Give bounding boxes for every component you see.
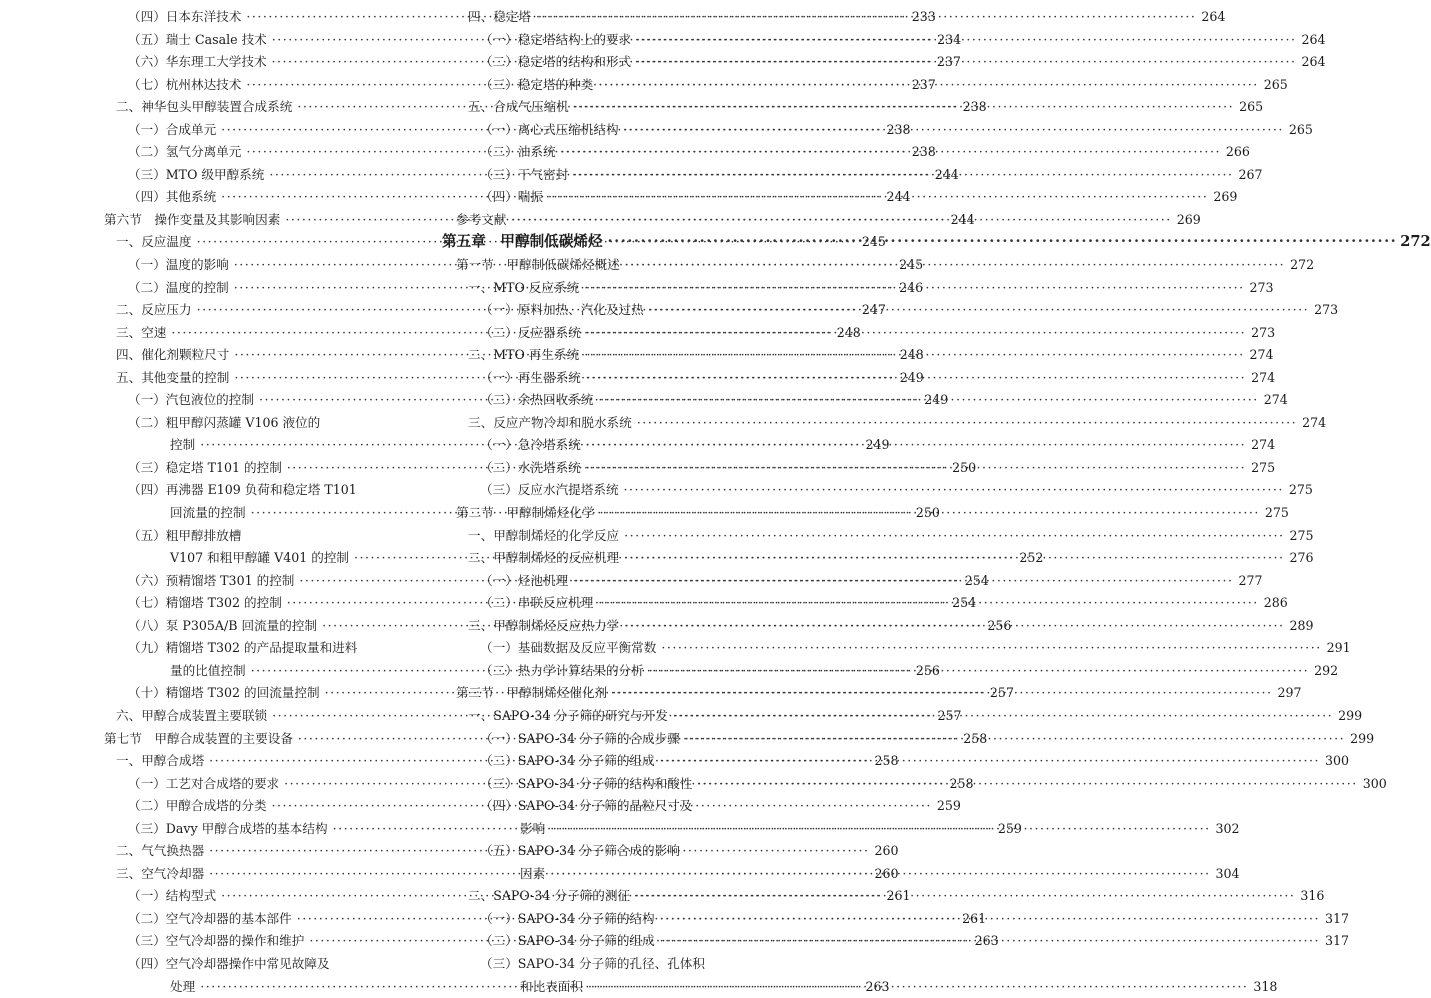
toc-entry-title: （四）其他系统 — [128, 189, 217, 205]
toc-leader-dots — [536, 6, 1196, 29]
toc-entry-title: （二）SAPO-34 分子筛的组成 — [480, 753, 655, 769]
toc-page-number: 259 — [997, 820, 1022, 836]
toc-leader-dots — [624, 615, 1284, 638]
toc-entry — [0, 479, 412, 502]
toc-page-number: 258 — [949, 775, 974, 791]
toc-entry-title: （一）温度的影响 — [128, 257, 229, 273]
toc-entry-title: （二）粗甲醇闪蒸罐 V106 液位的 — [128, 414, 321, 430]
toc-entry-title: （四）SAPO-34 分子筛的晶粒尺寸及 — [480, 798, 693, 814]
toc-page-number: 317 — [1324, 910, 1349, 926]
toc-leader-dots — [660, 908, 1320, 931]
toc-page-number: 274 — [1302, 414, 1327, 430]
toc-leader-dots — [685, 728, 1345, 751]
toc-page-number: 302 — [1215, 820, 1240, 836]
toc-page-number: 245 — [899, 257, 924, 273]
toc-page-number: 269 — [1176, 211, 1201, 227]
toc-leader-dots — [624, 547, 1284, 570]
toc-entry-title: （二）油系统 — [480, 144, 556, 160]
toc-entry-title: （一）结构型式 — [128, 888, 217, 904]
toc-page-number: 286 — [1263, 595, 1288, 611]
toc-page-number: 249 — [865, 437, 890, 453]
toc-leader-dots — [584, 277, 1244, 300]
toc-entry-title: 二、甲醇制烯烃的反应机理 — [468, 550, 620, 566]
toc-leader-dots — [598, 592, 1258, 615]
toc-entry — [432, 795, 824, 818]
toc-page-number: 258 — [874, 753, 899, 769]
toc-leader-dots — [636, 29, 1296, 52]
toc-page-number: 261 — [886, 888, 911, 904]
toc-entry-title: （十）精馏塔 T302 的回流量控制 — [128, 685, 320, 701]
toc-entry-title: 第五章 甲醇制低碳烯烃 — [442, 233, 603, 251]
toc-entry — [432, 637, 1351, 660]
toc-entry — [432, 479, 1313, 502]
toc-entry-title: （二）甲醇合成塔的分类 — [128, 798, 267, 814]
toc-page-number: 256 — [915, 662, 940, 678]
toc-entry-title: 处理 — [170, 978, 196, 994]
toc-entry-title: （一）工艺对合成塔的要求 — [128, 775, 280, 791]
toc-page-number: 252 — [1019, 550, 1044, 566]
toc-entry-title: 一、甲醇制烯烃的化学反应 — [468, 527, 620, 543]
toc-leader-dots — [573, 164, 1233, 187]
toc-page-number: 275 — [1264, 505, 1289, 521]
toc-entry-title: 第二节 甲醇制烯烃化学 — [456, 505, 595, 521]
toc-entry-title: （三）MTO 级甲醇系统 — [128, 166, 265, 182]
toc-entry-title: （一）基础数据及反应平衡常数 — [480, 640, 657, 656]
toc-leader-dots — [548, 186, 1208, 209]
toc-entry-title: （二）SAPO-34 分子筛的组成 — [480, 933, 655, 949]
toc-page-number: 292 — [1314, 662, 1339, 678]
toc-entry-title: 三、空速 — [116, 324, 167, 340]
toc-leader-dots — [612, 682, 1272, 705]
toc-entry — [432, 953, 824, 976]
toc-entry-title: （一）离心式压缩机结构 — [480, 121, 619, 137]
toc-page-number: 237 — [936, 54, 961, 70]
toc-page-number: 238 — [886, 121, 911, 137]
toc-leader-dots — [586, 457, 1246, 480]
toc-entry-title: （二）空气冷却器的基本部件 — [128, 910, 292, 926]
toc-entry-title: 三、反应产物冷却和脱水系统 — [468, 414, 632, 430]
toc-entry-title: （二）反应器系统 — [480, 324, 581, 340]
toc-entry-title: 六、甲醇合成装置主要联锁 — [116, 707, 268, 723]
toc-page-number: 275 — [1288, 482, 1313, 498]
toc-leader-dots — [550, 818, 1210, 841]
toc-entry-title: 一、反应温度 — [116, 234, 192, 250]
toc-entry-title: 四、催化剂颗粒尺寸 — [116, 347, 230, 363]
toc-entry-title: 一、甲醇合成塔 — [116, 753, 205, 769]
toc-page-number: 274 — [1249, 347, 1274, 363]
toc-entry-title: （一）急冷塔系统 — [480, 437, 581, 453]
toc-page-number: 249 — [924, 392, 949, 408]
toc-page-number: 245 — [861, 234, 886, 250]
toc-page-number: 274 — [1251, 369, 1276, 385]
toc-leader-dots — [561, 141, 1221, 164]
toc-page-number: 318 — [1253, 978, 1278, 994]
toc-entry-title: 第七节 甲醇合成装置的主要设备 — [104, 730, 293, 746]
toc-page-number: 244 — [886, 189, 911, 205]
toc-page-number: 274 — [1263, 392, 1288, 408]
toc-entry-title: （二）温度的控制 — [128, 279, 229, 295]
toc-page-number: 256 — [987, 617, 1012, 633]
toc-entry-title: （七）杭州林达技术 — [128, 76, 242, 92]
toc-page-number: 289 — [1289, 617, 1314, 633]
toc-entry — [0, 412, 412, 435]
toc-leader-dots — [574, 96, 1234, 119]
toc-entry-title: 二、反应压力 — [116, 302, 192, 318]
toc-leader-dots — [624, 525, 1284, 548]
toc-entry-title: （三）稳定塔 T101 的控制 — [128, 459, 282, 475]
toc-page-number: 297 — [1277, 685, 1302, 701]
toc-leader-dots — [588, 976, 1248, 998]
toc-entry-title: 二、神华包头甲醇装置合成系统 — [116, 99, 293, 115]
toc-page-number: 233 — [911, 9, 936, 24]
toc-entry-title: 影响 — [520, 820, 546, 836]
toc-entry-title: （五）瑞士 Casale 技术 — [128, 31, 267, 47]
toc-entry-title: （一）原料加热、汽化及过热 — [480, 302, 644, 318]
toc-page-number: 246 — [899, 279, 924, 295]
toc-entry-title: （二）热力学计算结果的分析 — [480, 662, 644, 678]
toc-page-number: 259 — [936, 798, 961, 814]
toc-page-number: 238 — [962, 99, 987, 115]
toc-page-number: 250 — [952, 459, 977, 475]
toc-page-number: 316 — [1300, 888, 1325, 904]
toc-page-number: 265 — [1263, 76, 1288, 92]
toc-entry-title: （二）水洗塔系统 — [480, 459, 581, 475]
toc-page-number: 250 — [915, 505, 940, 521]
toc-page-number: 317 — [1324, 933, 1349, 949]
toc-leader-dots — [600, 502, 1260, 525]
toc-entry-title: 控制 — [170, 437, 196, 453]
toc-entry-title: （三）反应水汽提塔系统 — [480, 482, 619, 498]
toc-entry-title: 回流量的控制 — [170, 505, 246, 521]
toc-page-number: 244 — [950, 211, 975, 227]
toc-leader-dots — [649, 299, 1309, 322]
toc-page-number: 276 — [1289, 550, 1314, 566]
toc-leader-dots — [573, 570, 1233, 593]
toc-entry-title: 三、甲醇制烯烃反应热力学 — [468, 617, 620, 633]
toc-leader-dots — [637, 412, 1297, 435]
toc-page-number: 248 — [836, 324, 861, 340]
toc-page-number: 248 — [899, 347, 924, 363]
toc-page-number: 254 — [964, 572, 989, 588]
toc-entry-title: 一、SAPO-34 分子筛的研究与开发 — [468, 707, 668, 723]
toc-page-number: 304 — [1215, 865, 1240, 881]
toc-page-number: 265 — [1288, 121, 1313, 137]
toc-leader-dots — [649, 660, 1309, 683]
toc-entry-title: （一）合成单元 — [128, 121, 217, 137]
toc-entry-title: （一）再生器系统 — [480, 369, 581, 385]
toc-leader-dots — [673, 705, 1333, 728]
toc-page-number: 237 — [911, 76, 936, 92]
toc-entry-title: （一）稳定塔结构上的要求 — [480, 31, 632, 47]
toc-page-number: 274 — [1251, 437, 1276, 453]
toc-leader-dots — [584, 344, 1244, 367]
toc-page-number: 247 — [861, 302, 886, 318]
toc-page-number: 277 — [1238, 572, 1263, 588]
toc-page-number: 234 — [937, 31, 962, 47]
toc-leader-dots — [586, 367, 1246, 390]
toc-entry — [432, 412, 1327, 435]
toc-entry-title: 第三节 甲醇制烯烃催化剂 — [456, 685, 608, 701]
toc-entry-title: （三）空气冷却器的操作和维护 — [128, 933, 305, 949]
toc-leader-dots — [624, 119, 1284, 142]
toc-entry-title: （三）稳定塔的种类 — [480, 76, 594, 92]
toc-leader-dots — [550, 863, 1210, 886]
toc-entry-title: 第六节 操作变量及其影响因素 — [104, 211, 281, 227]
toc-entry-title: 二、MTO 再生系统 — [468, 347, 580, 363]
toc-entry-title: （五）粗甲醇排放槽 — [128, 527, 242, 543]
toc-entry-title: （二）余热回收系统 — [480, 392, 594, 408]
toc-entry — [0, 525, 412, 548]
toc-entry-title: （三）SAPO-34 分子筛的结构和酸性 — [480, 775, 693, 791]
toc-entry-title: （一）烃池机理 — [480, 572, 569, 588]
toc-page-number: 267 — [1238, 166, 1263, 182]
toc-page-number: 272 — [1400, 233, 1431, 251]
toc-page-number: 263 — [974, 933, 999, 949]
toc-entry-title: （六）华东理工大学技术 — [128, 54, 267, 70]
toc-entry-title: 二、SAPO-34 分子筛的测征 — [468, 888, 631, 904]
toc-entry-title: 三、空气冷却器 — [116, 865, 205, 881]
toc-entry-title: （六）预精馏塔 T301 的控制 — [128, 572, 295, 588]
toc-entry-title: 四、稳定塔 — [468, 9, 531, 24]
toc-page-number: 299 — [1350, 730, 1375, 746]
toc-entry-title: 一、MTO 反应系统 — [468, 279, 580, 295]
toc-entry-title: 量的比值控制 — [170, 662, 246, 678]
toc-leader-dots — [635, 885, 1295, 908]
toc-page-number: 300 — [1324, 753, 1349, 769]
toc-entry-title: 五、合成气压缩机 — [468, 99, 569, 115]
toc-entry-title: （四）空气冷却器操作中常见故障及 — [128, 955, 330, 971]
toc-entry — [432, 840, 824, 863]
toc-entry-title: （四）再沸器 E109 负荷和稳定塔 T101 — [128, 482, 357, 498]
toc-page-number: 260 — [874, 865, 899, 881]
toc-entry-title: （三）干气密封 — [480, 166, 569, 182]
toc-page-number: 300 — [1362, 775, 1387, 791]
toc-entry-title: （二）氢气分离单元 — [128, 144, 242, 160]
toc-page-number: 238 — [911, 144, 936, 160]
toc-leader-dots — [660, 930, 1320, 953]
toc-page-number: 269 — [1213, 189, 1238, 205]
toc-entry-title: 第一节 甲醇制低碳烯烃概述 — [456, 257, 620, 273]
toc-page-number: 272 — [1290, 257, 1315, 273]
toc-entry — [0, 637, 412, 660]
toc-entry-title: （一）SAPO-34 分子筛的合成步骤 — [480, 730, 680, 746]
toc-page-number: 261 — [962, 910, 987, 926]
toc-entry-title: （三）Davy 甲醇合成塔的基本结构 — [128, 820, 328, 836]
toc-entry-title: （九）精馏塔 T302 的产品提取量和进料 — [128, 640, 358, 656]
toc-entry-title: 五、其他变量的控制 — [116, 369, 230, 385]
toc-page-number: 299 — [1338, 707, 1363, 723]
toc-page-number: 257 — [937, 707, 962, 723]
toc-page-number: 264 — [1201, 9, 1226, 24]
toc-leader-dots — [598, 74, 1258, 97]
toc-page-number: 244 — [934, 166, 959, 182]
toc-page-number: 273 — [1251, 324, 1276, 340]
toc-leader-dots — [598, 389, 1258, 412]
toc-entry — [0, 953, 412, 976]
toc-page-number: 264 — [1301, 31, 1326, 47]
toc-page-number: 260 — [874, 843, 899, 859]
toc-leader-dots — [697, 773, 1357, 796]
toc-leader-dots — [625, 254, 1285, 277]
toc-entry-title: （三）SAPO-34 分子筛的孔径、孔体积 — [480, 955, 705, 971]
toc-entry-title: （四）喘振 — [480, 189, 543, 205]
toc-leader-dots — [661, 637, 1321, 660]
toc-page-number: 273 — [1314, 302, 1339, 318]
toc-entry-title: V107 和粗甲醇罐 V401 的控制 — [170, 550, 350, 566]
toc-entry-title: （二）串联反应机理 — [480, 595, 594, 611]
toc-leader-dots — [511, 209, 1171, 232]
toc-page-number: 254 — [952, 595, 977, 611]
toc-page-number: 257 — [989, 685, 1014, 701]
toc-page-number: 275 — [1251, 459, 1276, 475]
toc-page-number: 258 — [963, 730, 988, 746]
toc-page-number: 273 — [1249, 279, 1274, 295]
toc-leader-dots — [586, 434, 1246, 457]
toc-leader-dots — [586, 322, 1246, 345]
toc-entry-title: 和比表面积 — [520, 978, 583, 994]
toc-page-number: 265 — [1239, 99, 1264, 115]
toc-page-number: 291 — [1326, 640, 1351, 656]
toc-entry-title: 二、气气换热器 — [116, 843, 205, 859]
toc-leader-dots — [636, 51, 1296, 74]
toc-leader-dots — [660, 750, 1320, 773]
toc-page-number: 249 — [899, 369, 924, 385]
toc-entry-title: （四）日本东洋技术 — [128, 9, 242, 24]
toc-entry-title: （一）汽包液位的控制 — [128, 392, 254, 408]
toc-page-number: 263 — [865, 978, 890, 994]
toc-leader-dots — [624, 479, 1284, 502]
toc-entry-title: （五）SAPO-34 分子筛合成的影响 — [480, 843, 680, 859]
toc-entry-title: 参考文献 — [456, 211, 507, 227]
toc-page-number: 264 — [1301, 54, 1326, 70]
toc-page-number: 275 — [1289, 527, 1314, 543]
toc-entry-title: （一）SAPO-34 分子筛的结构 — [480, 910, 655, 926]
toc-entry-title: （八）泵 P305A/B 回流量的控制 — [128, 617, 318, 633]
toc-entry-title: （七）精馏塔 T302 的控制 — [128, 595, 282, 611]
toc-entry-title: （二）稳定塔的结构和形式 — [480, 54, 632, 70]
toc-entry — [432, 525, 1314, 548]
toc-entry-title: 因素 — [520, 865, 546, 881]
toc-leader-dots — [608, 231, 1398, 254]
toc-page-number: 266 — [1225, 144, 1250, 160]
